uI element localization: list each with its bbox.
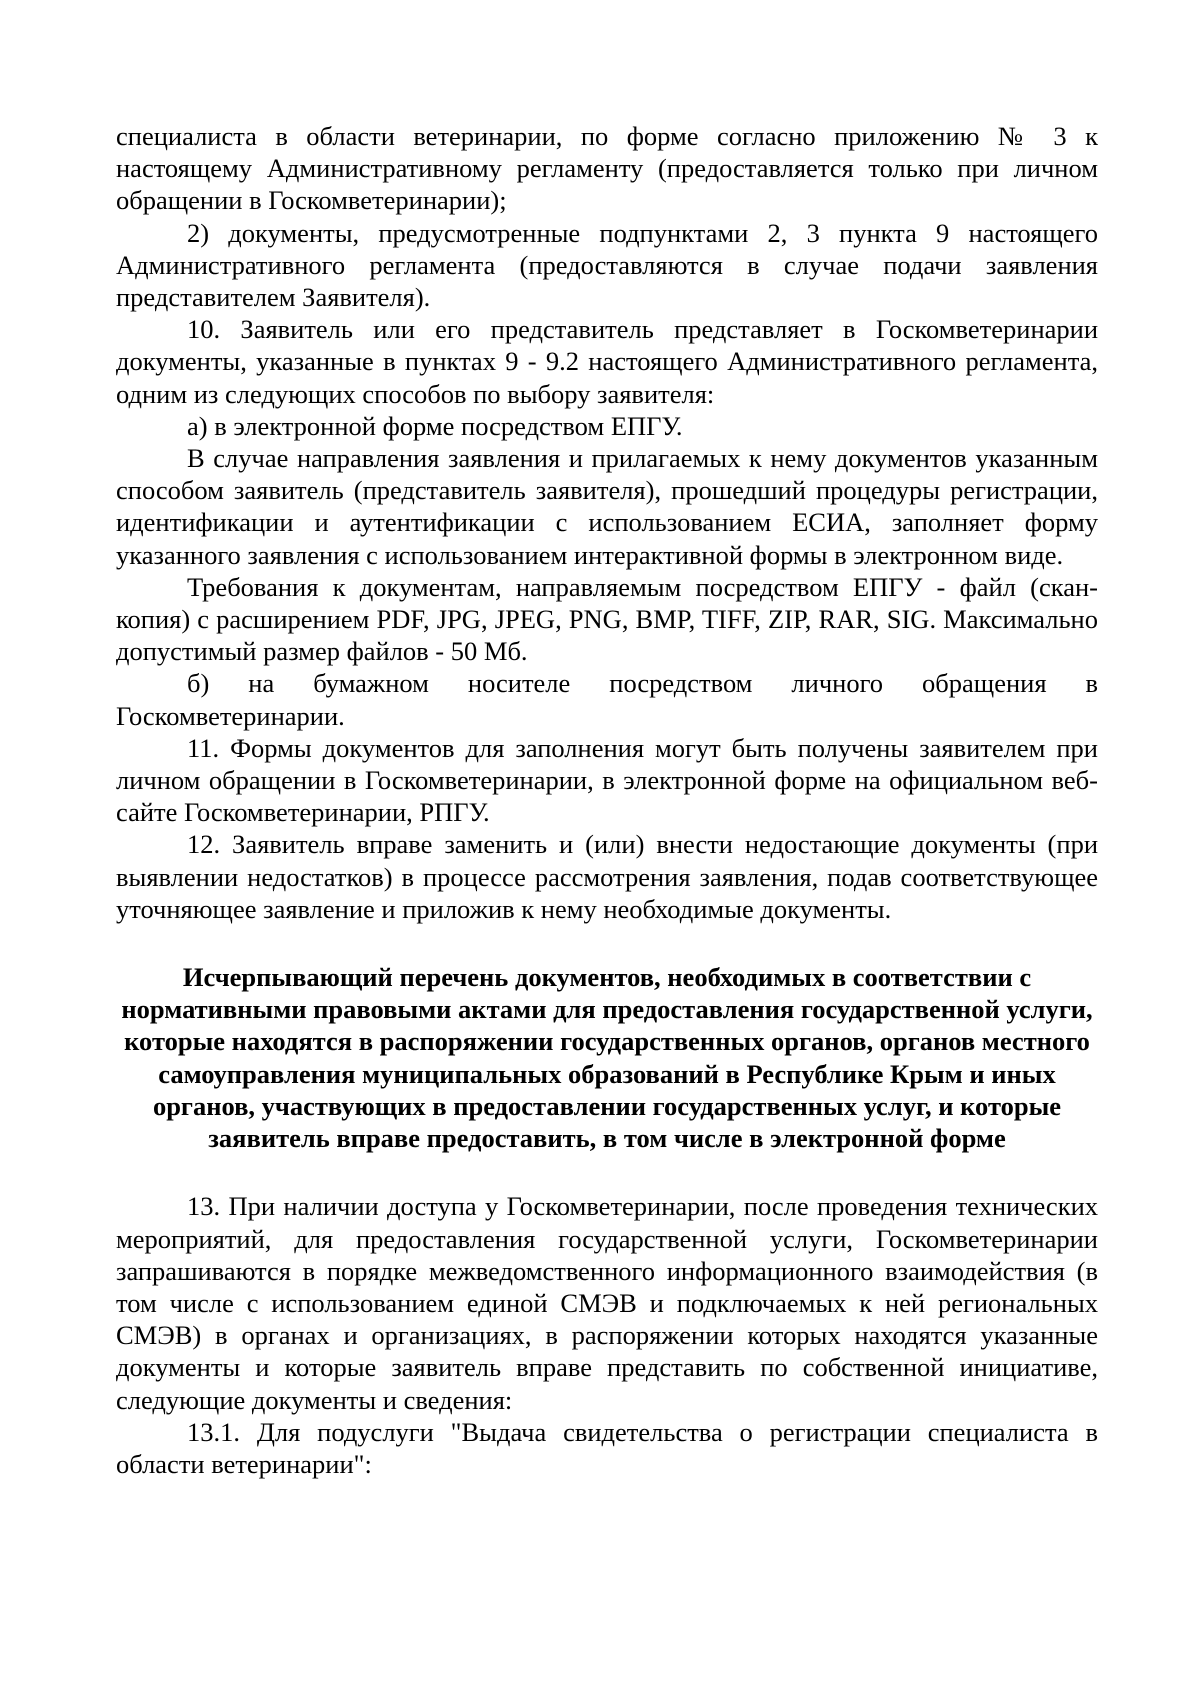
document-body bbox=[116, 120, 1098, 1480]
paragraph-10a-requirements: Требования к документам, направляемым посредством ЕПГУ - файл (скан-копия) с расширением PDF, JPG, JPEG, PNG, BMP, TIFF, ZIP, RAR, SIG. Максимально допустимый размер файлов - 50 Мб. bbox=[116, 571, 1098, 667]
paragraph-item-2: 2) документы, предусмотренные подпунктами 2, 3 пункта 9 настоящего Административного регламента (предоставляются в случае подачи заявления представителем Заявителя). bbox=[116, 217, 1098, 313]
section-heading: Исчерпывающий перечень документов, необходимых в соответствии с нормативными правовыми актами для предоставления государственной услуги, которые находятся в распоряжении государственных органов, органов местного самоуправления муниципальных образований в Республике Крым и иных органов, участвующих в предоставлении государственных услуг, и которые заявитель вправе предоставить, в том числе в электронной форме bbox=[121, 962, 1093, 1154]
paragraph-12: 12. Заявитель вправе заменить и (или) внести недостающие документы (при выявлении недостатков) в процессе рассмотрения заявления, подав соответствующее уточняющее заявление и приложив к нему необходимые документы. bbox=[116, 829, 1098, 924]
paragraph-10: 10. Заявитель или его представитель представляет в Госкомветеринарии документы, указанные в пунктах 9 - 9.2 настоящего Административного регламента, одним из следующих способов по выбору заявителя: bbox=[116, 314, 1098, 409]
paragraph-10b: б) на бумажном носителе посредством личного обращения в Госкомветеринарии. bbox=[116, 668, 1098, 731]
paragraph-continuation: специалиста в области ветеринарии, по форме согласно приложению № 3 к настоящему Административному регламенту (предоставляется только при личном обращении в Госкомветеринарии); bbox=[116, 121, 1098, 216]
paragraph-10a: а) в электронной форме посредством ЕПГУ. bbox=[187, 410, 683, 441]
paragraph-11: 11. Формы документов для заполнения могут быть получены заявителем при личном обращении в Госкомветеринарии, в электронной форме на официальном веб-сайте Госкомветеринарии, РПГУ. bbox=[116, 732, 1098, 828]
paragraph-13: 13. При наличии доступа у Госкомветеринарии, после проведения технических мероприятий, для предоставления государственной услуги, Госкомветеринарии запрашиваются в порядке межведомственного информационного взаимодействия (в том числе с использованием единой СМЭВ и подключаемых к ней региональных СМЭВ) в органах и организациях, в распоряжении которых находятся указанные документы и которые заявитель вправе представить по собственной инициативе, следующие документы и сведения: bbox=[116, 1191, 1098, 1415]
paragraph-13-1: 13.1. Для подуслуги "Выдача свидетельства о регистрации специалиста в области ветеринарии": bbox=[116, 1416, 1098, 1479]
paragraph-10a-details: В случае направления заявления и прилагаемых к нему документов указанным способом заявитель (представитель заявителя), прошедший процедуры регистрации, идентификации и аутентификации с использованием ЕСИА, заполняет форму указанного заявления с использованием интерактивной формы в электронном виде. bbox=[116, 443, 1098, 570]
